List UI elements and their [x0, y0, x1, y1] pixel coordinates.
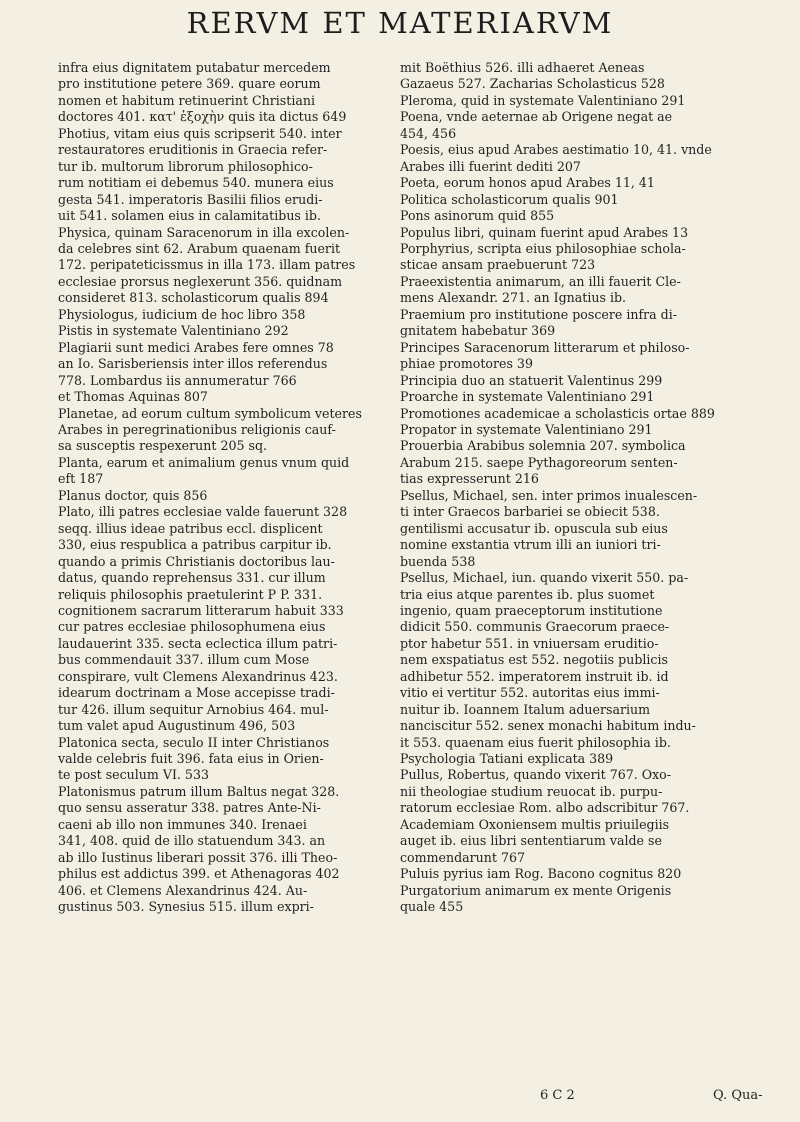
- index-entry-line: quando a primis Christianis doctoribus lau-: [58, 553, 335, 569]
- right-column: [400, 60, 745, 916]
- index-entry-line: infra eius dignitatem putabatur mercedem: [58, 60, 331, 75]
- index-entry-line: bus commendauit 337. illum cum Mose: [58, 652, 310, 668]
- index-entry-line: ti inter Graecos barbariei se obiecit 538.: [400, 504, 660, 520]
- index-entry-line: commendarunt 767: [400, 849, 525, 865]
- index-entry-line: idearum doctrinam a Mose accepisse tradi-: [58, 685, 335, 701]
- index-entry-line: 330, eius respublica a patribus carpitur ib.: [58, 537, 332, 553]
- index-entry-line: Pons asinorum quid 855: [400, 208, 555, 224]
- index-entry-line: didicit 550. communis Graecorum praece-: [400, 619, 670, 635]
- signature-mark: 6 C 2: [540, 1088, 575, 1103]
- index-entry-line: ptor habetur 551. in vniuersam eruditio-: [400, 635, 659, 651]
- index-entry-line: Praeexistentia animarum, an illi fauerit Cle-: [400, 273, 681, 289]
- index-entry-line: pro institutione petere 369. quare eorum: [58, 76, 321, 92]
- index-entry-line: Propator in systemate Valentiniano 291: [400, 421, 653, 437]
- index-entry-line: ecclesiae prorsus neglexerunt 356. quidnam: [58, 273, 343, 289]
- index-entry-line: an Io. Sarisberiensis inter illos referendus: [58, 356, 328, 372]
- index-entry-line: Arabes in peregrinationibus religionis cauf-: [58, 421, 336, 437]
- index-entry-line: quale 455: [400, 899, 464, 915]
- index-entry-line: Porphyrius, scripta eius philosophiae schola-: [400, 240, 686, 256]
- index-entry-line: quo sensu asseratur 338. patres Ante-Ni-: [58, 800, 321, 816]
- index-entry-line: vitio ei vertitur 552. autoritas eius immi-: [400, 685, 660, 701]
- index-entry-line: it 553. quaenam eius fuerit philosophia ib.: [400, 734, 671, 750]
- index-entry-line: Promotiones academicae a scholasticis ortae 889: [400, 405, 715, 421]
- index-entry-line: Principes Saracenorum litterarum et philoso-: [400, 339, 690, 355]
- index-entry-line: Photius, vitam eius quis scripserit 540. inter: [58, 125, 342, 141]
- index-entry-line: gentilismi accusatur ib. opuscula sub eius: [400, 520, 668, 536]
- index-entry-line: Arabum 215. saepe Pythagoreorum senten-: [400, 454, 678, 470]
- catchword: Q. Qua-: [713, 1088, 763, 1103]
- index-entry-line: Physiologus, iudicium de hoc libro 358: [58, 306, 306, 322]
- index-entry-line: nem exspatiatus est 552. negotiis publicis: [400, 652, 668, 668]
- index-entry-line: Populus libri, quinam fuerint apud Arabes 13: [400, 224, 689, 240]
- index-entry-line: doctores 401. κατ' ἐξοχὴν quis ita dictus 649: [58, 109, 347, 125]
- index-entry-line: gesta 541. imperatoris Basilii filios erudi-: [58, 191, 323, 207]
- index-entry-line: reliquis philosophis praetulerint P P. 331.: [58, 586, 323, 602]
- index-entry-line: Gazaeus 527. Zacharias Scholasticus 528: [400, 76, 665, 92]
- index-entry-line: ratorum ecclesiae Rom. albo adscribitur 767.: [400, 800, 690, 816]
- index-entry-line: Pistis in systemate Valentiniano 292: [58, 323, 289, 339]
- index-entry-line: rum notitiam ei debemus 540. munera eius: [58, 175, 334, 191]
- index-entry-line: philus est addictus 399. et Athenagoras 402: [58, 866, 340, 882]
- index-entry-line: tias expresserunt 216: [400, 471, 539, 487]
- left-column: [58, 60, 403, 916]
- index-entry-line: cognitionem sacrarum litterarum habuit 333: [58, 602, 344, 618]
- index-entry-line: ab illo Iustinus liberari possit 376. illi Theo-: [58, 849, 338, 865]
- index-entry-line: 454, 456: [400, 125, 457, 141]
- index-entry-line: nomen et habitum retinuerint Christiani: [58, 92, 315, 108]
- index-entry-line: Prouerbia Arabibus solemnia 207. symbolica: [400, 438, 686, 454]
- index-entry-line: restauratores eruditionis in Graecia refer-: [58, 142, 328, 158]
- index-entry-line: 172. peripateticissmus in illa 173. illam patres: [58, 257, 356, 273]
- index-entry-line: Planta, earum et animalium genus vnum quid: [58, 454, 350, 470]
- index-entry-line: Academiam Oxoniensem multis priuilegiis: [400, 816, 670, 832]
- index-entry-line: Poena, vnde aeternae ab Origene negat ae: [400, 109, 673, 125]
- index-entry-line: 406. et Clemens Alexandrinus 424. Au-: [58, 882, 308, 898]
- index-entry-line: 778. Lombardus iis annumeratur 766: [58, 372, 297, 388]
- index-entry-line: tria eius atque parentes ib. plus suomet: [400, 586, 655, 602]
- index-entry-line: Pullus, Robertus, quando vixerit 767. Oxo-: [400, 767, 672, 783]
- index-entry-line: nanciscitur 552. senex monachi habitum indu-: [400, 718, 696, 734]
- index-entry-line: Principia duo an statuerit Valentinus 299: [400, 372, 663, 388]
- index-entry-line: Platonismus patrum illum Baltus negat 328.: [58, 783, 340, 799]
- index-entry-line: Planus doctor, quis 856: [58, 487, 208, 503]
- index-entry-line: da celebres sint 62. Arabum quaenam fuerit: [58, 240, 341, 256]
- index-entry-line: auget ib. eius libri sententiarum valde se: [400, 833, 662, 849]
- index-entry-line: Purgatorium animarum ex mente Origenis: [400, 882, 672, 898]
- index-entry-line: nomine exstantia vtrum illi an iuniori tri-: [400, 537, 661, 553]
- index-entry-line: nuitur ib. Ioannem Italum aduersarium: [400, 701, 651, 717]
- index-entry-line: Plagiarii sunt medici Arabes fere omnes 78: [58, 339, 334, 355]
- index-entry-line: Planetae, ad eorum cultum symbolicum veteres: [58, 405, 362, 421]
- footer-signature: [540, 1088, 763, 1103]
- index-entry-line: Poesis, eius apud Arabes aestimatio 10, 41. vnde: [400, 142, 712, 158]
- index-entry-line: Arabes illi fuerint dediti 207: [400, 158, 581, 174]
- index-entry-line: seqq. illius ideae patribus eccl. displicent: [58, 520, 323, 536]
- running-header: RERVM ET MATERIARVM: [186, 6, 614, 40]
- index-entry-line: sa susceptis respexerunt 205 sq.: [58, 438, 268, 454]
- index-entry-line: tur 426. illum sequitur Arnobius 464. mul-: [58, 701, 329, 717]
- index-entry-line: mens Alexandr. 271. an Ignatius ib.: [400, 290, 627, 306]
- index-entry-line: Politica scholasticorum qualis 901: [400, 191, 619, 207]
- index-entry-line: Proarche in systemate Valentiniano 291: [400, 389, 655, 405]
- index-entry-line: uit 541. solamen eius in calamitatibus ib.: [58, 208, 321, 224]
- index-entry-line: Pleroma, quid in systemate Valentiniano 291: [400, 92, 686, 108]
- index-entry-line: conspirare, vult Clemens Alexandrinus 423.: [58, 668, 338, 684]
- index-entry-line: nii theologiae studium reuocat ib. purpu-: [400, 783, 663, 799]
- index-entry-line: cur patres ecclesiae philosophumena eius: [58, 619, 326, 635]
- index-entry-line: gustinus 503. Synesius 515. illum expri-: [58, 899, 314, 915]
- index-entry-line: ingenio, quam praeceptorum institutione: [400, 602, 663, 618]
- index-entry-line: Poeta, eorum honos apud Arabes 11, 41: [400, 175, 655, 191]
- index-entry-line: Plato, illi patres ecclesiae valde fauerunt 328: [58, 504, 348, 520]
- index-entry-line: et Thomas Aquinas 807: [58, 389, 208, 405]
- index-entry-line: buenda 538: [400, 553, 476, 569]
- index-entry-line: Psychologia Tatiani explicata 389: [400, 751, 614, 767]
- index-entry-line: Puluis pyrius iam Rog. Bacono cognitus 820: [400, 866, 682, 882]
- index-entry-line: Platonica secta, seculo II inter Christianos: [58, 734, 330, 750]
- index-entry-line: Physica, quinam Saracenorum in illa excolen-: [58, 224, 350, 240]
- index-entry-line: Praemium pro institutione poscere infra di-: [400, 306, 678, 322]
- index-entry-line: phiae promotores 39: [400, 356, 533, 372]
- index-entry-line: sticae ansam praebuerunt 723: [400, 257, 596, 273]
- index-entry-line: Psellus, Michael, sen. inter primos inualescen-: [400, 487, 698, 503]
- index-entry-line: adhibetur 552. imperatorem instruit ib. id: [400, 668, 669, 684]
- index-entry-line: 341, 408. quid de illo statuendum 343. an: [58, 833, 326, 849]
- index-entry-line: te post seculum VI. 533: [58, 767, 209, 783]
- index-entry-line: tum valet apud Augustinum 496, 503: [58, 718, 296, 734]
- index-entry-line: gnitatem habebatur 369: [400, 323, 556, 339]
- index-entry-line: laudauerint 335. secta eclectica illum patri-: [58, 635, 338, 651]
- index-entry-line: mit Boëthius 526. illi adhaeret Aeneas: [400, 60, 645, 75]
- index-entry-line: valde celebris fuit 396. fata eius in Orien-: [58, 751, 324, 767]
- index-entry-line: tur ib. multorum librorum philosophico-: [58, 158, 313, 174]
- index-entry-line: eft 187: [58, 471, 104, 487]
- index-entry-line: caeni ab illo non immunes 340. Irenaei: [58, 816, 307, 832]
- index-entry-line: consideret 813. scholasticorum qualis 894: [58, 290, 329, 306]
- index-entry-line: datus, quando reprehensus 331. cur illum: [58, 570, 326, 586]
- index-entry-line: Psellus, Michael, iun. quando vixerit 550. pa-: [400, 570, 689, 586]
